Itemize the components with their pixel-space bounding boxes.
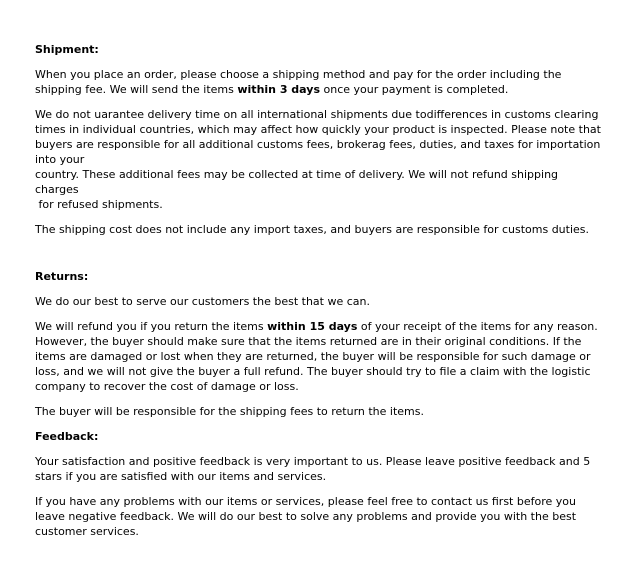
- returns-p2-text-a: We will refund you if you return the items: [35, 320, 268, 333]
- shipment-paragraph-1: [35, 67, 605, 97]
- returns-paragraph-2: [35, 319, 605, 394]
- feedback-heading: Feedback:: [35, 430, 99, 443]
- returns-paragraph-1: We do our best to serve our customers the best that we can.: [35, 295, 370, 308]
- shipment-paragraph-2: [35, 107, 605, 212]
- shipment-p1-text-b: once your payment is completed.: [320, 83, 509, 96]
- shipment-p1-text-a: When you place an order, please choose a shipping method and pay for the order including the shipping fee. We will send the items: [35, 68, 562, 96]
- returns-p2-bold: within 15 days: [267, 320, 358, 333]
- policy-document: [35, 42, 605, 549]
- shipment-paragraph-3: The shipping cost does not include any import taxes, and buyers are responsible for customs duties.: [35, 223, 590, 236]
- returns-p2-text-b: of your receipt of the items for any reason. However, the buyer should make sure that the items returned are in their original conditions. If the items are damaged or lost when they are returned, the buyer will be responsible for such damage or loss, and we will not give the buyer a full refund. The buyer should try to file a claim with the logistic company to recover the cost of damage or loss.: [35, 320, 598, 393]
- returns-heading: Returns:: [35, 270, 89, 283]
- feedback-paragraph-1: Your satisfaction and positive feedback is very important to us. Please leave positive feedback and 5 stars if you are satisfied with our items and services.: [35, 455, 591, 483]
- shipment-p2-line-2: country. These additional fees may be collected at time of delivery. We will not refund shipping charges: [35, 168, 559, 196]
- feedback-paragraph-2: If you have any problems with our items or services, please feel free to contact us first before you leave negative feedback. We will do our best to solve any problems and provide you with the best customer services.: [35, 495, 577, 538]
- section-spacer: [35, 247, 605, 269]
- shipment-p2-line-3: for refused shipments.: [35, 198, 163, 211]
- shipment-p2-line-1: We do not uarantee delivery time on all international shipments due todifferences in customs clearing times in individual countries, which may affect how quickly your product is inspected. Please note that buyers are responsible for all additional customs fees, brokerag fees, duties, and taxes for importation into your: [35, 108, 601, 166]
- returns-paragraph-3: The buyer will be responsible for the shipping fees to return the items.: [35, 405, 425, 418]
- shipment-p1-bold: within 3 days: [237, 83, 320, 96]
- shipment-heading: Shipment:: [35, 43, 99, 56]
